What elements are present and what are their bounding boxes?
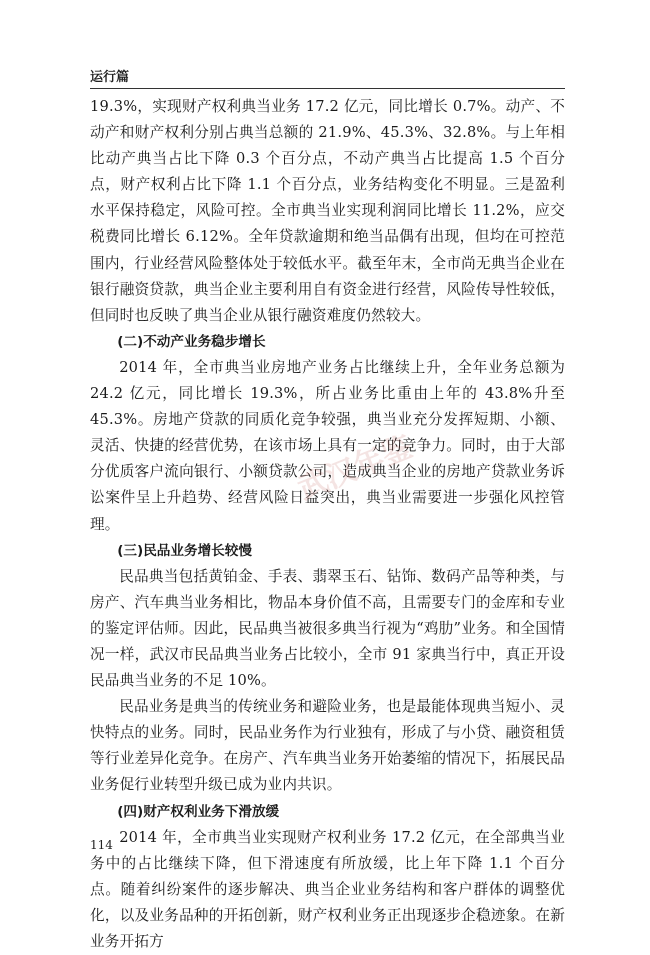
- paragraph-real-estate: 2014 年，全市典当业房地产业务占比继续上升，全年业务总额为 24.2 亿元，同比增长 19.3%，所占业务比重由上年的 43.8%升至 45.3%。房地产贷款的同质化竞争较强，典当业充分发挥短期、小额、灵活、快捷的经营优势，在该市场上具有一定的竞争力。同时，由于大部分优质客户流向银行、小额贷款公司，造成典当企业的房地产贷款业务诉讼案件呈上升趋势、经营风险日益突出，典当业需要进一步强化风控管理。: [90, 358, 565, 533]
- paragraph-continued: 19.3%，实现财产权利典当业务 17.2 亿元，同比增长 0.7%。动产、不动产和财产权利分别占典当总额的 21.9%、45.3%、32.8%。与上年相比动产典当占比下降 0.3 个百分点，不动产典当占比提高 1.5 个百分点，财产权利占比下降 1.1 个百分点，业务结构变化不明显。三是盈利水平保持稳定，风险可控。全市典当业实现利润同比增长 11.2%，应交税费同比增长 6.12%。全年贷款逾期和绝当品偶有出现，但均在可控范围内，行业经营风险整体处于较低水平。截至年末，全市尚无典当企业在银行融资贷款，典当企业主要利用自有资金进行经营，风险传导性较低，但同时也反映了典当企业从银行融资难度仍然较大。: [90, 98, 565, 324]
- header-rule: [90, 88, 565, 89]
- paragraph-consumer-goods-1: 民品典当包括黄铂金、手表、翡翠玉石、钻饰、数码产品等种类，与房产、汽车典当业务相比，物品本身价值不高，且需要专门的金库和专业的鉴定评估师。因此，民品典当被很多典当行视为“鸡肋”业务。和全国情况一样，武汉市民品典当业务占比较小，全市 91 家典当行中，真正开设民品典当业务的不足 10%。: [90, 567, 565, 690]
- paragraph-property-rights: 2014 年，全市典当业实现财产权利业务 17.2 亿元，在全部典当业务中的占比继续下降，但下滑速度有所放缓，比上年下降 1.1 个百分点。随着纠纷案件的逐步解决、典当企业业务结构和客户群体的调整优化，以及业务品种的开拓创新，财产权利业务正出现逐步企稳迹象。在新业务开拓方: [90, 828, 565, 950]
- paragraph-consumer-goods-2: 民品业务是典当的传统业务和避险业务，也是最能体现典当短小、灵快特点的业务。同时，民品业务作为行业独有，形成了与小贷、融资租赁等行业差异化竞争。在房产、汽车典当业务开始萎缩的情况下，拓展民品业务促行业转型升级已成为业内共识。: [90, 698, 565, 794]
- svg-text:武汉年鉴: 武汉年鉴: [293, 429, 418, 508]
- running-head: 运行篇: [90, 70, 130, 85]
- section-heading-real-estate: (二)不动产业务稳步增长: [117, 333, 266, 350]
- section-heading-consumer-goods: (三)民品业务增长较慢: [117, 542, 252, 559]
- page-number: 114: [90, 838, 113, 852]
- section-heading-property-rights: (四)财产权利业务下滑放缓: [117, 803, 280, 820]
- body-text: [90, 94, 565, 955]
